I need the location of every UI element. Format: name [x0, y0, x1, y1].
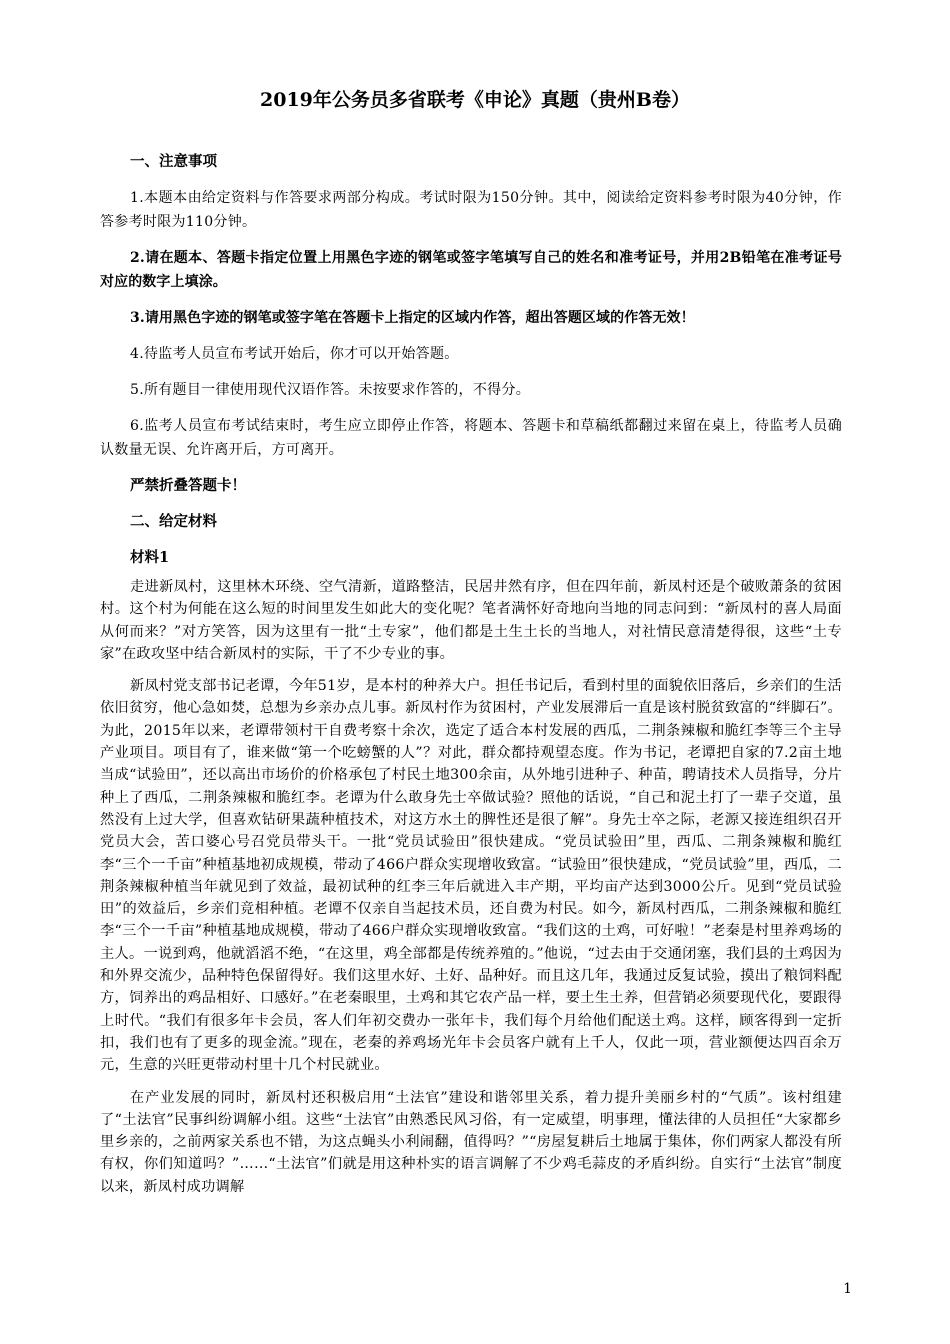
warning-text: 严禁折叠答题卡！ — [130, 477, 246, 494]
document-title: 2019年公务员多省联考《申论》真题（贵州B卷） — [260, 89, 690, 111]
note-6: 6.监考人员宣布考试结束时，考生应立即停止作答，将题本、答题卡和草稿纸都翻过来留在桌上，待监考人员确认数量无误、允许离开后，方可离开。 — [100, 418, 842, 458]
material-label: 材料1 — [130, 549, 170, 566]
note-5: 5.所有题目一律使用现代汉语作答。未按要求作答的，不得分。 — [130, 382, 531, 398]
material-paragraph-3: 在产业发展的同时，新凤村还积极启用“土法官”建设和谐邻里关系，着力提升美丽乡村的“气质”。该村组建了“土法官”民事纠纷调解小组。这些“土法官”由熟悉民风习俗，有一定威望，明事理，懂法律的人员担任“大家都乡里乡亲的，之前两家关系也不错，为这点蝇头小利闹翻，值得吗？”“房屋复耕后土地属于集体，你们两家人都没有所有权，你们知道吗？”……“土法官”们就是用这种朴实的语言调解了不少鸡毛蒜皮的矛盾纠纷。自实行“土法官”制度以来，新凤村成功调解 — [100, 1089, 842, 1195]
material-paragraph-1: 走进新凤村，这里林木环绕、空气清新，道路整洁，民居井然有序，但在四年前，新凤村还是个破败萧条的贫困村。这个村为何能在这么短的时间里发生如此大的变化呢？笔者满怀好奇地向当地的同志问到：“新凤村的喜人局面从何而来？”对方笑答，因为这里有一批“土专家”，他们都是土生土长的当地人，对社情民意清楚得很，这些“土专家”在政攻坚中结合新凤村的实际，干了不少专业的事。 — [100, 579, 842, 662]
note-4: 4.待监考人员宣布考试开始后，你才可以开始答题。 — [130, 346, 459, 362]
note-1: 1.本题本由给定资料与作答要求两部分构成。考试时限为150分钟。其中，阅读给定资料参考时限为40分钟，作答参考时限为110分钟。 — [100, 190, 842, 230]
section-heading-materials: 二、给定材料 — [130, 513, 217, 530]
document-body — [100, 150, 842, 1208]
material-paragraph-2: 新凤村党支部书记老谭，今年51岁，是本村的种养大户。担任书记后，看到村里的面貌依旧落后，乡亲们的生活依旧贫穷，他心急如焚，总想为乡亲办点儿事。新凤村作为贫困村，产业发展滞后一直是该村脱贫致富的“绊脚石”。为此，2015年以来，老谭带领村干自费考察十余次，选定了适合本村发展的西瓜，二荆条辣椒和脆红李等三个主导产业项目。项目有了，谁来做“第一个吃螃蟹的人”？对此，群众都持观望态度。作为书记，老谭把自家的7.2亩土地当成“试验田”，还以高出市场价的价格承包了村民土地300余亩，从外地引进种子、种苗，聘请技术人员指导，分片种上了西瓜，二荆条辣椒和脆红李。老谭为什么敢身先士卒做试验？照他的话说，“自己和泥土打了一辈子交道，虽然没有上过大学，但喜欢钻研果蔬种植技术，对这方水土的脾性还是很了解”。身先士卒之际，老源又接连组织召开党员大会，苦口婆心号召党员带头干。一批“党员试验田”很快建成。“党员试验田”里，西瓜、二荆条辣椒和脆红李“三个一千亩”种植基地初成规模，带动了466户群众实现增收致富。“试验田”很快建成，“党员试验”里，西瓜，二荆条辣椒种植当年就见到了效益，最初试种的红李三年后就进入丰产期，平均亩产达到3000公斤。见到“党员试验田”的效益后，乡亲们竞相种植。老谭不仅亲自当起技术员，还自费为村民。如今，新凤村西瓜，二荆条辣椒和脆红李“三个一千亩”种植基地成规模，带动了466户群众实现增收致富。“我们这的土鸡，可好啦！”老秦是村里养鸡场的主人。一说到鸡，他就滔滔不绝，“在这里，鸡全部都是传统养殖的。”他说，“过去由于交通闭塞，我们县的土鸡因为和外界交流少，品种特色保留得好。我们这里水好、土好、品种好。而且这几年，我通过反复试验，摸出了粮饲料配方，饲养出的鸡品相好、口感好。”在老秦眼里，土鸡和其它农产品一样，要土生土养，但营销必须要现代化，要跟得上时代。“我们有很多年卡会员，客人们年初交费办一张年卡，我们每个月给他们配送土鸡。这样，顾客得到一定折扣，我们也有了更多的现金流。”现在，老秦的养鸡场光年卡会员客户就有上千人，仅此一项，营业额便达四百余万元，生意的兴旺更带动村里十几个村民就业。 — [100, 678, 842, 1074]
section-heading-notes: 一、注意事项 — [130, 153, 217, 170]
page-number: 1 — [843, 1281, 852, 1297]
note-2: 2.请在题本、答题卡指定位置上用黑色字迹的钢笔或签字笔填写自己的姓名和准考证号，并用2B铅笔在准考证号对应的数字上填涂。 — [100, 250, 842, 290]
note-3: 3.请用黑色字迹的钢笔或签字笔在答题卡上指定的区域内作答，超出答题区域的作答无效！ — [130, 310, 695, 326]
